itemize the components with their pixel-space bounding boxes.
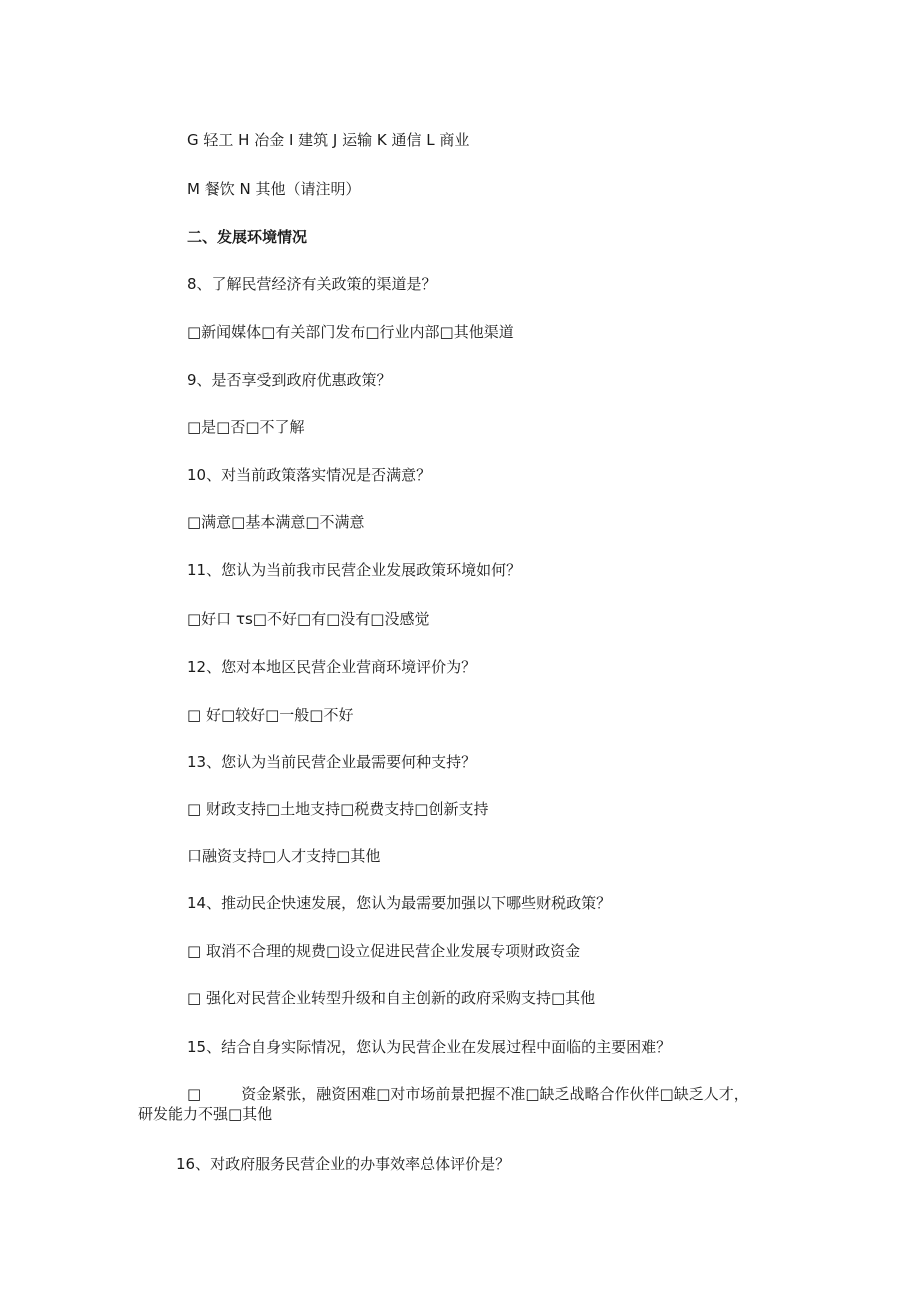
question-15-options-2: 研发能力不强□其他	[138, 1105, 273, 1123]
checkbox-glyph: □	[187, 1085, 202, 1103]
section-heading: 二、发展环境情况	[187, 228, 308, 246]
question-15: 15、结合自身实际情况，您认为民营企业在发展过程中面临的主要困难？	[187, 1038, 672, 1056]
question-12-options: □ 好□较好□一般□不好	[187, 706, 354, 724]
industry-options-line-2: M 餐饮 N 其他（请注明）	[187, 180, 361, 198]
question-15-options-text: 资金紧张，融资困难□对市场前景把握不准□缺乏战略合作伙伴□缺乏人才，	[241, 1085, 749, 1103]
question-15-options-1	[187, 1084, 749, 1104]
industry-options-line-1: G 轻工 H 冶金 I 建筑 J 运输 K 通信 L 商业	[187, 131, 470, 149]
question-10: 10、对当前政策落实情况是否满意？	[187, 466, 432, 484]
question-14-options-2: □ 强化对民营企业转型升级和自主创新的政府采购支持□其他	[187, 989, 596, 1007]
question-11: 11、您认为当前我市民营企业发展政策环境如何？	[187, 561, 522, 579]
question-9: 9、是否享受到政府优惠政策？	[187, 371, 392, 389]
question-13: 13、您认为当前民营企业最需要何种支持？	[187, 753, 477, 771]
question-16: 16、对政府服务民营企业的办事效率总体评价是？	[176, 1155, 511, 1173]
question-10-options: □满意□基本满意□不满意	[187, 513, 365, 531]
question-8-options: □新闻媒体□有关部门发布□行业内部□其他渠道	[187, 323, 514, 341]
question-14: 14、推动民企快速发展，您认为最需要加强以下哪些财税政策？	[187, 894, 612, 912]
question-11-options: □好口 τs□不好□有□没有□没感觉	[187, 610, 430, 628]
question-14-options-1: □ 取消不合理的规费□设立促进民营企业发展专项财政资金	[187, 942, 581, 960]
question-12: 12、您对本地区民营企业营商环境评价为？	[187, 658, 477, 676]
question-13-options-1: □ 财政支持□土地支持□税费支持□创新支持	[187, 800, 489, 818]
question-13-options-2: 口融资支持□人才支持□其他	[187, 847, 381, 865]
question-8: 8、了解民营经济有关政策的渠道是？	[187, 275, 437, 293]
question-9-options: □是□否□不了解	[187, 418, 305, 436]
